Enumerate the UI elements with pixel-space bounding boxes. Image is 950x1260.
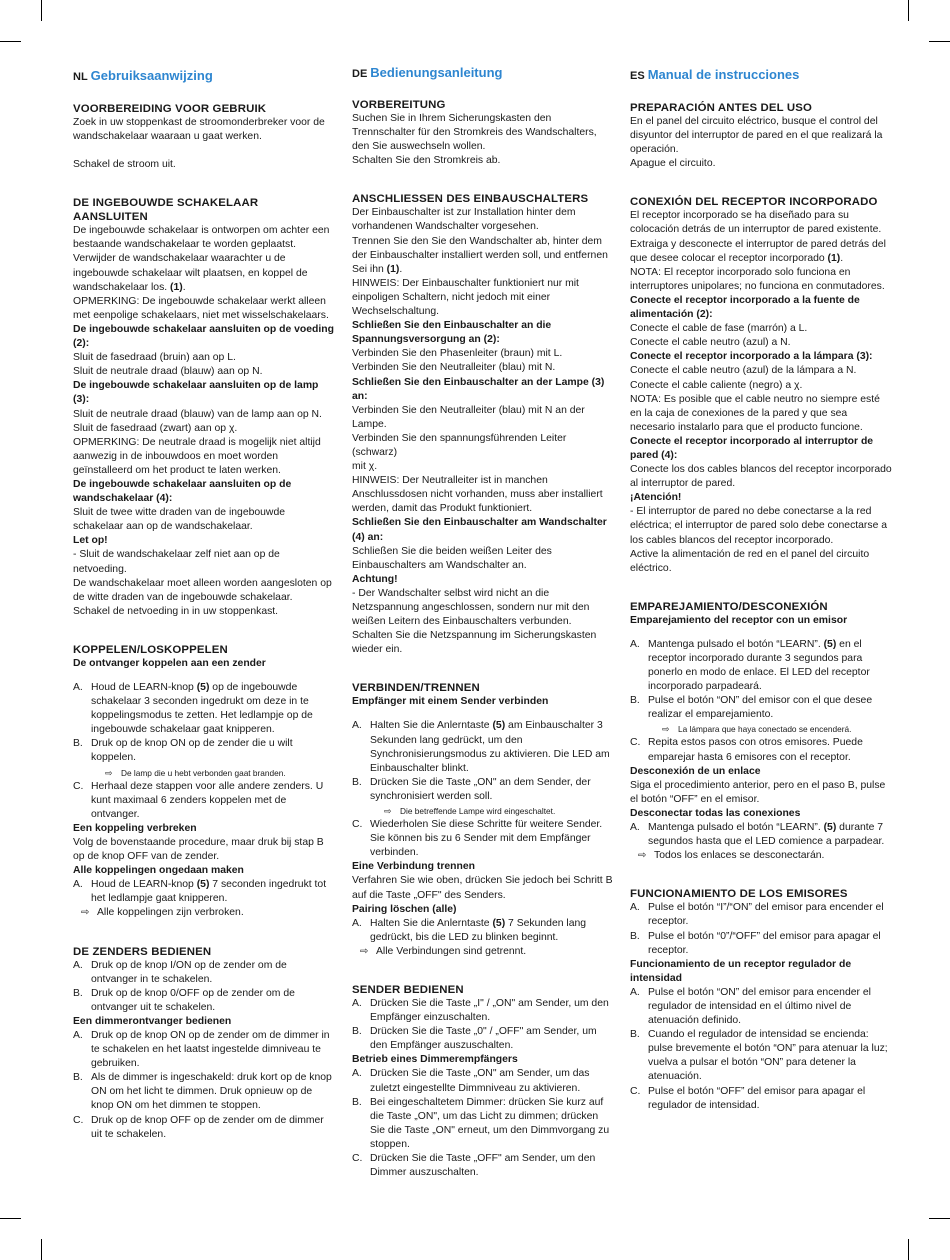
list-item: A. Houd de LEARN-knop (5) op de ingebouwde schakelaar 3 seconden ingedrukt om deze in te koppelingsmodus te zetten. Het ledlampje op de ingebouwde schakelaar gaat knipperen. [73, 682, 313, 736]
text-line: Extraiga y desconecte el interruptor de pared detrás del [630, 238, 886, 250]
section-heading: DE INGEBOUWDE SCHAKELAAR AANSLUITEN [73, 197, 259, 224]
arrow-icon: ⇨ [81, 907, 90, 919]
text-line: eléctrica; el interruptor de pared solo debe conectarse a [630, 520, 888, 532]
list-item: A. Halten Sie die Anlerntaste (5) 7 Sekunden lang gedrückt, bis die LED zu blinken beginnt. [352, 917, 587, 943]
text-line: al interruptor de pared. [630, 478, 736, 490]
subheading: (4) an: [352, 531, 384, 543]
crop-mark [929, 1218, 950, 1219]
arrow-icon: ⇨ [105, 767, 113, 778]
subheading: an: [352, 390, 368, 402]
subheading: Schließen Sie den Einbauschalter an die [352, 320, 552, 332]
text-line: disyuntor del interruptor de pared en el que realizará la [630, 130, 883, 142]
text-line: Conecte el cable caliente (negro) a χ. [630, 379, 803, 391]
text-line: Wechselschaltung. [352, 306, 440, 318]
warning-label: ¡Atención! [630, 492, 682, 504]
text-line: En el panel del circuito eléctrico, busque el control del [630, 116, 878, 127]
text-line: Schakel de stroom uit. [73, 159, 176, 171]
text-line: met eenpolige schakelaars, niet met wisselschakelaars. [73, 309, 329, 321]
text-line: werden, damit das Produkt funktioniert. [352, 503, 533, 515]
section-heading: CONEXIÓN DEL RECEPTOR INCORPORADO [630, 196, 878, 209]
subheading: De ingebouwde schakelaar aansluiten op de [73, 478, 292, 490]
text-line: wandschakelaar los. (1). [73, 281, 186, 293]
list-item: B. Als de dimmer is ingeschakeld: druk kort op de knop ON om het licht te dimmen. Druk opnieuw op de knop ON om het dimmen te stoppen. [73, 1072, 332, 1112]
text-line: - Der Wandschalter selbst wird nicht an die [352, 587, 550, 599]
text-line: weißen Leitern des Einbauschalters verbunden. [352, 616, 572, 628]
text-line: Verfahren Sie wie oben, drücken Sie jedoch bei Schritt B [352, 875, 613, 887]
language-code: DE [352, 68, 368, 80]
text-line: Schakel de netvoeding in in uw stoppenkast. [73, 605, 279, 617]
subheading: Spannungsversorgung an (2): [352, 334, 500, 346]
subheading: Een koppeling verbreken [73, 822, 197, 834]
section-heading: DE ZENDERS BEDIENEN [73, 945, 212, 958]
crop-mark [0, 1218, 21, 1219]
text-line: en la caja de conexiones de la pared y que sea [630, 407, 848, 419]
subheading: Pairing löschen (alle) [352, 903, 457, 915]
result-note: ⇨ La lámpara que haya conectado se encenderá. [662, 724, 852, 735]
subheading: Desconectar todas las conexiones [630, 807, 801, 819]
text-line: Conecte el cable neutro (azul) de la lámpara a N. [630, 365, 857, 377]
section-heading: ANSCHLIESSEN DES EINBAUSCHALTERS [352, 193, 589, 206]
text-line: Verbinden Sie den spannungsführenden Leiter (schwarz) [352, 432, 567, 458]
section-heading: VERBINDEN/TRENNEN [352, 682, 480, 695]
text-line: - El interruptor de pared no debe conectarse a la red [630, 506, 872, 518]
arrow-icon: ⇨ [638, 850, 647, 862]
text-line: Active la alimentación de red en el panel del circuito [630, 548, 870, 560]
text-line: Einbauschalters am Wandschalter an. [352, 559, 527, 571]
text-line: que desee colocar el receptor incorporado (1). [630, 252, 844, 264]
text-line: - Sluit de wandschakelaar zelf niet aan op de netvoeding. [73, 549, 280, 575]
list-item: B. Drücken Sie die Taste „ON" an dem Sender, der synchronisiert werden soll. [352, 776, 591, 802]
warning-label: Let op! [73, 535, 108, 547]
text-line: Anschlussdosen nicht vorhanden, muss aber installiert [352, 489, 603, 501]
text-line: NOTA: El receptor incorporado solo funciona en [630, 266, 851, 278]
list-item: C. Wiederholen Sie diese Schritte für weitere Sender. Sie können bis zu 6 Sender mit dem Empfänger verbinden. [352, 819, 603, 859]
list-item: A. Drücken Sie die Taste „ON" am Sender, um das zuletzt eingestellte Dimmniveau zu aktivieren. [352, 1068, 590, 1094]
subheading: pared (4): [630, 449, 678, 461]
list-item: B. Drücken Sie die Taste „0" / „OFF" am Sender, um den Empfänger auszuschalten. [352, 1026, 597, 1052]
list-item: A. Halten Sie die Anlerntaste (5) am Einbauschalter 3 Sekunden lang gedrückt, um den Synchronisierungsmodus zu aktivieren. Die LED am Einbauschalter blinkt. [352, 720, 610, 774]
language-code: NL [73, 71, 88, 83]
subheading: Funcionamiento de un receptor regulador de [630, 958, 852, 970]
text-line: Sei ihn (1). [352, 263, 403, 275]
text-line: Conecte el cable de fase (marrón) a L. [630, 323, 808, 335]
text-line: NOTA: Es posible que el cable neutro no siempre esté [630, 393, 880, 405]
text-line: Sluit de twee witte draden van de ingebouwde [73, 507, 285, 519]
language-code: ES [630, 70, 645, 82]
list-item: C. Druk op de knop OFF op de zender om de dimmer uit te schakelen. [73, 1114, 324, 1140]
subheading: (2): [73, 338, 90, 350]
text-line: Trennschalter für den Stromkreis des Wandschalters, [352, 127, 597, 139]
list-item: A. Mantenga pulsado el botón “LEARN”. (5) durante 7 segundos hasta que el LED comience a parpadear. [630, 822, 885, 848]
subheading: wandschakelaar (4): [73, 493, 173, 505]
text-line: Sluit de fasedraad (bruin) aan op L. [73, 352, 236, 364]
section-heading: EMPAREJAMIENTO/DESCONEXIÓN [630, 600, 828, 613]
section-heading: VORBEREITUNG [352, 99, 446, 111]
text-line: ingebouwde schakelaar wilt plaatsen, en koppel de [73, 267, 308, 279]
section-heading: SENDER BEDIENEN [352, 983, 464, 996]
subheading: Conecte el receptor incorporado a la lámpara (3): [630, 351, 873, 363]
list-item: B. Cuando el regulador de intensidad se encienda: pulse brevemente el botón “ON” para atenuar la luz; vuelva a pulsar el botón “ON” para detener la atenuación. [630, 1029, 888, 1083]
text-line: Schalten Sie den Stromkreis ab. [352, 155, 501, 167]
text-line: den Sie auswechseln wollen. [352, 141, 486, 153]
language-header-de [352, 66, 502, 82]
text-line: der Einbauschalter installiert werden soll, und entfernen [352, 249, 608, 261]
subheading: Conecte el receptor incorporado a la fuente de [630, 294, 860, 306]
text-line: bestaande wandschakelaar te worden geplaatst. [73, 239, 296, 251]
text-line: aanwezig in de inbouwdoos en moet worden [73, 450, 279, 462]
subheading: Alle koppelingen ongedaan maken [73, 865, 244, 877]
text-line: Verbinden Sie den Phasenleiter (braun) mit L. [352, 348, 563, 360]
text-line: Trennen Sie den Sie den Wandschalter ab, hinter dem [352, 235, 602, 247]
manual-body-es [630, 101, 892, 1113]
subheading: Betrieb eines Dimmerempfängers [352, 1054, 518, 1066]
subheading: De ontvanger koppelen aan een zender [73, 657, 266, 669]
crop-mark [908, 1239, 909, 1260]
manual-title: Gebruiksaanwijzing [90, 68, 213, 83]
result-note: ⇨ Todos los enlaces se desconectarán. [630, 849, 892, 863]
language-header-nl [73, 69, 213, 85]
subheading: Eine Verbindung trennen [352, 861, 475, 873]
text-line: wieder ein. [352, 644, 403, 656]
text-line: Sluit de fasedraad (zwart) aan op χ. [73, 422, 238, 434]
list-item: B. Druk op de knop 0/OFF op de zender om de ontvanger uit te schakelen. [73, 987, 295, 1013]
section-heading: FUNCIONAMIENTO DE LOS EMISORES [630, 888, 848, 901]
text-line: schakelaar aan op de wandschakelaar. [73, 521, 253, 533]
text-line: Verbinden Sie den Neutralleiter (blau) mit N an der [352, 404, 585, 416]
text-line: Volg de bovenstaande procedure, maar druk bij stap B [73, 836, 324, 848]
warning-label: Achtung! [352, 573, 398, 585]
text-line: einpoligen Schaltern, nicht jedoch mit einer [352, 291, 551, 303]
text-line: mit χ. [352, 461, 378, 473]
list-item: B. Pulse el botón “ON” del emisor con el que desee realizar el emparejamiento. [630, 695, 873, 721]
text-line: Lampe. [352, 418, 387, 430]
text-line: El receptor incorporado se ha diseñado para su [630, 210, 849, 222]
list-item: A. Druk op de knop ON op de zender om de dimmer in te schakelen en het laatst ingestelde dimniveau te gebruiken. [73, 1029, 330, 1070]
subheading: Schließen Sie den Einbauschalter am Wandschalter [352, 517, 607, 529]
text-line: Siga el procedimiento anterior, pero en el paso B, pulse [630, 779, 886, 791]
crop-mark [908, 0, 909, 21]
text-line: necesario instalarlo para que el producto funcione. [630, 421, 863, 433]
subheading: Emparejamiento del receptor con un emisor [630, 614, 848, 626]
text-line: wandschakelaar waaraan u gaat werken. [73, 131, 262, 143]
text-line: eléctrico. [630, 562, 672, 574]
result-note: ⇨ Alle koppelingen zijn verbroken. [73, 906, 335, 920]
text-line: auf die Taste „OFF" des Senders. [352, 889, 506, 901]
text-line: Verbinden Sie den Neutralleiter (blau) mit N. [352, 362, 556, 374]
manual-title: Manual de instrucciones [647, 67, 800, 82]
text-line: Sluit de neutrale draad (blauw) aan op N. [73, 366, 263, 378]
list-item: A. Houd de LEARN-knop (5) 7 seconden ingedrukt tot het ledlampje gaat knipperen. [73, 879, 327, 905]
list-item: A. Pulse el botón “I”/“ON” del emisor para encender el receptor. [630, 902, 884, 928]
section-heading: VOORBEREIDING VOOR GEBRUIK [73, 103, 267, 115]
crop-mark [0, 41, 21, 42]
manual-title: Bedienungsanleitung [370, 65, 503, 80]
subheading: alimentación (2): [630, 309, 713, 321]
text-line: Apague el circuito. [630, 158, 716, 170]
text-line: De ingebouwde schakelaar is ontworpen om achter een [73, 225, 330, 237]
text-line: geïnstalleerd om het product te laten werken. [73, 464, 281, 476]
text-line: Suchen Sie in Ihrem Sicherungskasten den [352, 113, 552, 124]
text-line: Sluit de neutrale draad (blauw) van de lamp aan op N. [73, 408, 322, 420]
text-line: vorhandenen Wandschalter vorgesehen. [352, 221, 539, 233]
text-line: Conecte el cable neutro (azul) a N. [630, 337, 791, 349]
subheading: De ingebouwde schakelaar aansluiten op de lamp [73, 380, 319, 392]
list-item: A. Pulse el botón “ON” del emisor para encender el regulador de intensidad en el último nivel de atenuación definido. [630, 986, 871, 1027]
list-item: C. Pulse el botón “OFF” del emisor para apagar el regulador de intensidad. [630, 1085, 866, 1111]
text-line: HINWEIS: Der Neutralleiter ist in manchen [352, 475, 548, 487]
arrow-icon: ⇨ [384, 806, 392, 817]
result-note: ⇨ Alle Verbindungen sind getrennt. [352, 945, 614, 959]
text-line: HINWEIS: Der Einbauschalter funktioniert nur mit [352, 277, 579, 289]
crop-mark [41, 0, 42, 21]
text-line: colocación detrás de un interruptor de pared existente. [630, 224, 882, 236]
list-item: A. Mantenga pulsado el botón “LEARN”. (5) en el receptor incorporado durante 3 segundos para ponerlo en modo de enlace. El LED del receptor incorporado parpadeará. [630, 638, 870, 693]
text-line: Verwijder de wandschakelaar waarachter u de [73, 253, 286, 265]
list-item: C. Herhaal deze stappen voor alle andere zenders. U kunt maximaal 6 zenders koppelen met de ontvanger. [73, 780, 324, 820]
text-line: interruptores unipolares; no funciona en conmutadores. [630, 280, 885, 292]
text-line: op de knop OFF van de zender. [73, 851, 220, 863]
subheading: Empfänger mit einem Sender verbinden [352, 696, 549, 708]
subheading: De ingebouwde schakelaar aansluiten op de voeding [73, 323, 334, 335]
list-item: C. Drücken Sie die Taste „OFF" am Sender, um den Dimmer auszuschalten. [352, 1153, 596, 1179]
text-line: operación. [630, 144, 679, 156]
list-item: B. Pulse el botón “0”/“OFF” del emisor para apagar el receptor. [630, 930, 881, 956]
list-item: A. Drücken Sie die Taste „I" / „ON" am Sender, um den Empfänger einzuschalten. [352, 997, 609, 1024]
text-line: el botón “OFF” en el emisor. [630, 793, 760, 805]
language-header-es [630, 68, 799, 84]
list-item: C. Repita estos pasos con otros emisores. Puede emparejar hasta 6 emisores con el receptor. [630, 737, 863, 763]
subheading: (3): [73, 394, 90, 406]
subheading: Desconexión de un enlace [630, 765, 761, 777]
text-line: de witte draden van de ingebouwde schakelaar. [73, 591, 293, 603]
text-line: De wandschakelaar moet alleen worden aangesloten op [73, 577, 332, 589]
subheading: Conecte el receptor incorporado al interruptor de [630, 435, 874, 447]
list-item: B. Bei eingeschaltetem Dimmer: drücken Sie kurz auf die Taste „ON", um das Licht zu dimmen; drücken Sie die Taste „ON" erneut, um den Dimmvorgang zu stoppen. [352, 1096, 610, 1150]
text-line: Zoek in uw stoppenkast de stroomonderbreker voor de [73, 117, 325, 128]
result-note: ⇨ De lamp die u hebt verbonden gaat branden. [105, 767, 286, 778]
text-line: Netzspannung angeschlossen, sondern nur mit den [352, 602, 590, 613]
text-line: OPMERKING: De neutrale draad is mogelijk niet altijd [73, 436, 321, 448]
section-heading: PREPARACIÓN ANTES DEL USO [630, 102, 813, 114]
text-line: los cables blancos del receptor incorporado. [630, 534, 834, 546]
text-line: Conecte los dos cables blancos del receptor incorporado [630, 464, 892, 476]
text-line: Schalten Sie die Netzspannung im Sicherungskasten [352, 630, 597, 642]
subheading: Een dimmerontvanger bedienen [73, 1015, 232, 1027]
subheading: intensidad [630, 972, 682, 984]
text-line: OPMERKING: De ingebouwde schakelaar werkt alleen [73, 295, 326, 307]
list-item: A. Druk op de knop I/ON op de zender om de ontvanger in te schakelen. [73, 959, 287, 985]
crop-mark [41, 1239, 42, 1260]
section-heading: KOPPELEN/LOSKOPPELEN [73, 643, 228, 656]
subheading: Schließen Sie den Einbauschalter an der Lampe (3) [352, 376, 605, 388]
manual-body-nl [73, 102, 335, 1142]
crop-mark [929, 41, 950, 42]
arrow-icon: ⇨ [360, 945, 369, 957]
manual-body-de [352, 98, 614, 1180]
list-item: B. Druk op de knop ON op de zender die u wilt koppelen. [73, 738, 293, 764]
text-line: Schließen Sie die beiden weißen Leiter des [352, 545, 552, 557]
text-line: Der Einbauschalter ist zur Installation hinter dem [352, 207, 576, 219]
arrow-icon: ⇨ [662, 724, 670, 735]
result-note: ⇨ Die betreffende Lampe wird eingeschaltet. [384, 806, 556, 817]
